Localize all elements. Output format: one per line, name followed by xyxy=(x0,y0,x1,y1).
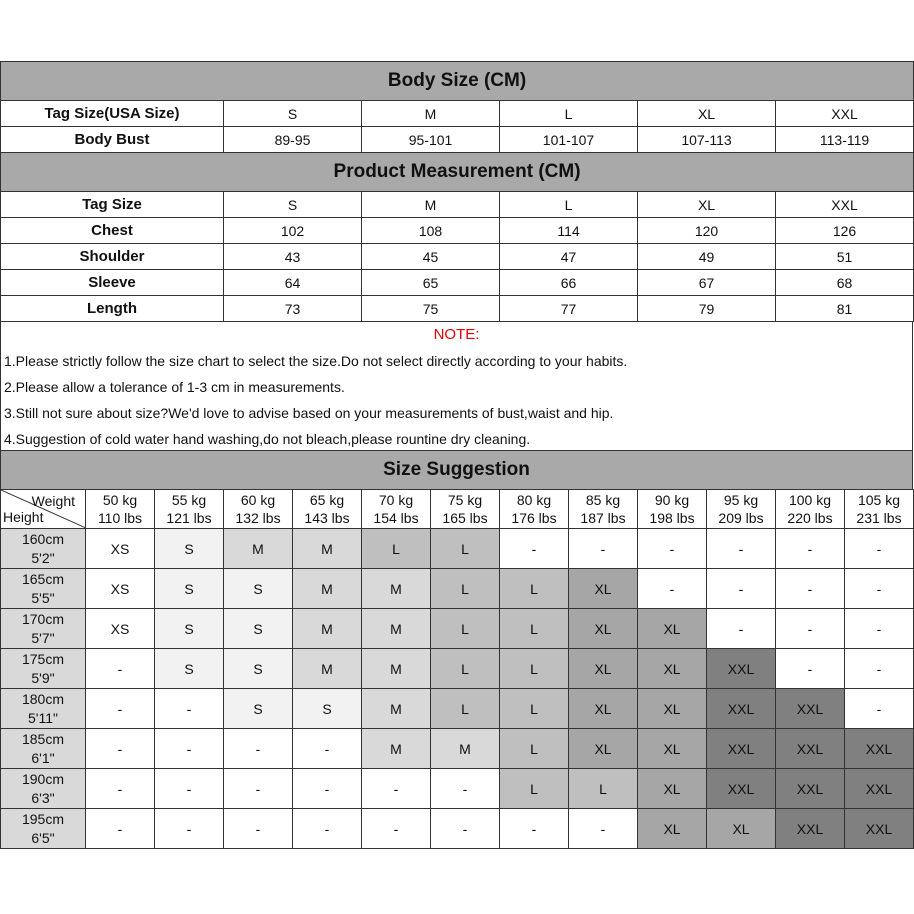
suggested-size-cell: - xyxy=(500,529,569,569)
suggested-size-cell: - xyxy=(293,769,362,809)
suggested-size-cell: - xyxy=(86,649,155,689)
notes-section xyxy=(0,322,913,451)
size-suggestion-title: Size Suggestion xyxy=(0,451,913,489)
body-size-title: Body Size (CM) xyxy=(1,62,914,101)
weight-column-header xyxy=(155,490,224,529)
weight-kg: 105 kg xyxy=(857,492,901,508)
size-chart xyxy=(0,61,913,849)
suggested-size-cell: XXL xyxy=(707,769,776,809)
shoulder-value: 43 xyxy=(224,244,362,270)
suggested-size-cell: S xyxy=(224,689,293,729)
height-row xyxy=(1,729,914,769)
suggested-size-cell: L xyxy=(569,769,638,809)
height-row xyxy=(1,609,914,649)
weight-column-header xyxy=(293,490,362,529)
weight-column-header xyxy=(362,490,431,529)
weight-lbs: 143 lbs xyxy=(304,510,350,526)
suggested-size-cell: - xyxy=(431,809,500,849)
suggested-size-cell: M xyxy=(224,529,293,569)
weight-kg: 75 kg xyxy=(447,492,483,508)
weight-column-header xyxy=(86,490,155,529)
suggested-size-cell: - xyxy=(776,569,845,609)
height-cm: 160cm xyxy=(21,530,65,547)
body-bust-value: 113-119 xyxy=(776,127,914,153)
weight-column-header xyxy=(845,490,914,529)
suggested-size-cell: XL xyxy=(638,769,707,809)
body-bust-value: 107-113 xyxy=(638,127,776,153)
weight-lbs: 132 lbs xyxy=(235,510,281,526)
length-value: 77 xyxy=(500,296,638,322)
suggested-size-cell: XXL xyxy=(707,729,776,769)
weight-column-header xyxy=(707,490,776,529)
suggested-size-cell: - xyxy=(155,769,224,809)
height-cm: 185cm xyxy=(21,730,65,747)
suggested-size-cell: - xyxy=(86,809,155,849)
product-size-tag: XXL xyxy=(776,192,914,218)
weight-column-header xyxy=(224,490,293,529)
shoulder-value: 45 xyxy=(362,244,500,270)
suggested-size-cell: XL xyxy=(569,569,638,609)
suggested-size-cell: XL xyxy=(638,809,707,849)
height-ft: 5'2" xyxy=(31,549,55,566)
suggested-size-cell: XL xyxy=(638,729,707,769)
chest-value: 126 xyxy=(776,218,914,244)
height-label xyxy=(1,529,86,569)
height-axis-label: Height xyxy=(3,509,44,525)
suggested-size-cell: - xyxy=(224,809,293,849)
weight-lbs: 198 lbs xyxy=(649,510,695,526)
height-cm: 175cm xyxy=(21,650,65,667)
sleeve-value: 68 xyxy=(776,270,914,296)
length-value: 79 xyxy=(638,296,776,322)
suggested-size-cell: - xyxy=(638,569,707,609)
length-value: 73 xyxy=(224,296,362,322)
body-size-tag: L xyxy=(500,101,638,127)
weight-column-header xyxy=(776,490,845,529)
weight-kg: 80 kg xyxy=(516,492,552,508)
body-size-tag: XXL xyxy=(776,101,914,127)
body-size-tag: S xyxy=(224,101,362,127)
height-row xyxy=(1,809,914,849)
chest-value: 102 xyxy=(224,218,362,244)
height-label xyxy=(1,569,86,609)
weight-lbs: 154 lbs xyxy=(373,510,419,526)
suggested-size-cell: L xyxy=(500,649,569,689)
suggested-size-cell: XL xyxy=(569,649,638,689)
height-label xyxy=(1,729,86,769)
suggested-size-cell: L xyxy=(431,569,500,609)
suggested-size-cell: L xyxy=(431,649,500,689)
suggested-size-cell: XS xyxy=(86,609,155,649)
suggested-size-cell: - xyxy=(707,529,776,569)
height-ft: 5'9" xyxy=(31,669,55,686)
suggested-size-cell: XXL xyxy=(845,809,914,849)
suggested-size-cell: M xyxy=(362,649,431,689)
suggested-size-cell: S xyxy=(155,609,224,649)
suggested-size-cell: M xyxy=(362,689,431,729)
height-label xyxy=(1,769,86,809)
suggested-size-cell: L xyxy=(500,689,569,729)
suggested-size-cell: M xyxy=(293,569,362,609)
suggested-size-cell: S xyxy=(155,569,224,609)
height-label xyxy=(1,689,86,729)
suggested-size-cell: - xyxy=(224,729,293,769)
suggested-size-cell: - xyxy=(776,529,845,569)
chest-value: 114 xyxy=(500,218,638,244)
suggested-size-cell: XXL xyxy=(707,649,776,689)
suggested-size-cell: L xyxy=(362,529,431,569)
weight-column-header xyxy=(500,490,569,529)
suggested-size-cell: - xyxy=(293,729,362,769)
weight-column-header xyxy=(431,490,500,529)
product-size-tag: M xyxy=(362,192,500,218)
weight-kg: 60 kg xyxy=(240,492,276,508)
height-label xyxy=(1,609,86,649)
suggested-size-cell: L xyxy=(431,689,500,729)
product-measurement-title: Product Measurement (CM) xyxy=(1,153,914,192)
weight-lbs: 187 lbs xyxy=(580,510,626,526)
suggested-size-cell: XXL xyxy=(776,809,845,849)
suggested-size-cell: XL xyxy=(569,609,638,649)
suggested-size-cell: XXL xyxy=(845,729,914,769)
suggested-size-cell: - xyxy=(293,809,362,849)
weight-column-header xyxy=(638,490,707,529)
suggested-size-cell: - xyxy=(86,769,155,809)
suggested-size-cell: L xyxy=(500,769,569,809)
weight-kg: 90 kg xyxy=(654,492,690,508)
suggested-size-cell: S xyxy=(224,609,293,649)
length-label: Length xyxy=(1,296,224,322)
chest-label: Chest xyxy=(1,218,224,244)
suggested-size-cell: L xyxy=(500,569,569,609)
note-line: 3.Still not sure about size?We'd love to advise based on your measurements of bust,waist and hip. xyxy=(4,405,614,421)
suggested-size-cell: - xyxy=(845,529,914,569)
suggested-size-cell: L xyxy=(431,529,500,569)
sleeve-value: 65 xyxy=(362,270,500,296)
shoulder-label: Shoulder xyxy=(1,244,224,270)
suggested-size-cell: XXL xyxy=(776,769,845,809)
weight-kg: 50 kg xyxy=(102,492,138,508)
suggested-size-cell: - xyxy=(845,689,914,729)
height-ft: 6'1" xyxy=(31,749,55,766)
product-size-tag: L xyxy=(500,192,638,218)
suggested-size-cell: XL xyxy=(638,649,707,689)
height-cm: 165cm xyxy=(21,570,65,587)
weight-lbs: 176 lbs xyxy=(511,510,557,526)
height-ft: 6'3" xyxy=(31,789,55,806)
height-ft: 5'5" xyxy=(31,589,55,606)
suggested-size-cell: S xyxy=(155,529,224,569)
suggested-size-cell: - xyxy=(845,649,914,689)
product-size-tag: XL xyxy=(638,192,776,218)
suggested-size-cell: - xyxy=(776,649,845,689)
height-ft: 5'7" xyxy=(31,629,55,646)
height-row xyxy=(1,769,914,809)
suggested-size-cell: - xyxy=(362,809,431,849)
suggested-size-cell: M xyxy=(293,609,362,649)
suggested-size-cell: - xyxy=(569,809,638,849)
weight-kg: 85 kg xyxy=(585,492,621,508)
tag-size-usa-label: Tag Size(USA Size) xyxy=(1,101,224,127)
suggested-size-cell: XXL xyxy=(845,769,914,809)
suggested-size-cell: - xyxy=(500,809,569,849)
suggested-size-cell: XL xyxy=(638,689,707,729)
height-cm: 190cm xyxy=(21,770,65,787)
suggested-size-cell: S xyxy=(224,649,293,689)
sleeve-value: 64 xyxy=(224,270,362,296)
suggested-size-cell: M xyxy=(362,569,431,609)
weight-lbs: 209 lbs xyxy=(718,510,764,526)
note-line: 1.Please strictly follow the size chart to select the size.Do not select directly according to your habits. xyxy=(4,353,628,369)
tag-size-label: Tag Size xyxy=(1,192,224,218)
suggested-size-cell: S xyxy=(293,689,362,729)
suggested-size-cell: - xyxy=(224,769,293,809)
weight-kg: 95 kg xyxy=(723,492,759,508)
suggested-size-cell: - xyxy=(86,689,155,729)
sleeve-value: 66 xyxy=(500,270,638,296)
shoulder-value: 51 xyxy=(776,244,914,270)
body-bust-value: 101-107 xyxy=(500,127,638,153)
suggested-size-cell: XS xyxy=(86,569,155,609)
suggested-size-cell: - xyxy=(155,689,224,729)
body-size-tag: M xyxy=(362,101,500,127)
body-size-table xyxy=(0,61,914,322)
height-cm: 170cm xyxy=(21,610,65,627)
suggested-size-cell: - xyxy=(569,529,638,569)
height-ft: 6'5" xyxy=(31,829,55,846)
height-label xyxy=(1,649,86,689)
suggested-size-cell: - xyxy=(155,729,224,769)
weight-lbs: 110 lbs xyxy=(97,510,143,526)
body-bust-value: 89-95 xyxy=(224,127,362,153)
weight-kg: 100 kg xyxy=(788,492,832,508)
product-size-tag: S xyxy=(224,192,362,218)
weight-kg: 65 kg xyxy=(309,492,345,508)
weight-lbs: 121 lbs xyxy=(166,510,212,526)
shoulder-value: 49 xyxy=(638,244,776,270)
height-row xyxy=(1,529,914,569)
suggested-size-cell: XL xyxy=(569,729,638,769)
suggested-size-cell: - xyxy=(707,569,776,609)
suggested-size-cell: XL xyxy=(569,689,638,729)
suggested-size-cell: XXL xyxy=(776,729,845,769)
suggested-size-cell: XXL xyxy=(707,689,776,729)
suggested-size-cell: M xyxy=(362,729,431,769)
suggested-size-cell: - xyxy=(845,569,914,609)
suggested-size-cell: L xyxy=(500,609,569,649)
suggested-size-cell: - xyxy=(362,769,431,809)
suggested-size-cell: - xyxy=(431,769,500,809)
suggested-size-cell: S xyxy=(224,569,293,609)
height-label xyxy=(1,809,86,849)
weight-lbs: 231 lbs xyxy=(856,510,902,526)
suggested-size-cell: M xyxy=(293,529,362,569)
shoulder-value: 47 xyxy=(500,244,638,270)
height-cm: 180cm xyxy=(21,690,65,707)
suggested-size-cell: XL xyxy=(707,809,776,849)
weight-axis-label: Weight xyxy=(31,493,75,509)
weight-kg: 55 kg xyxy=(171,492,207,508)
suggested-size-cell: - xyxy=(845,609,914,649)
suggested-size-cell: XS xyxy=(86,529,155,569)
sleeve-value: 67 xyxy=(638,270,776,296)
chest-value: 120 xyxy=(638,218,776,244)
suggested-size-cell: - xyxy=(155,809,224,849)
note-line: 2.Please allow a tolerance of 1-3 cm in measurements. xyxy=(4,379,345,395)
body-bust-value: 95-101 xyxy=(362,127,500,153)
weight-kg: 70 kg xyxy=(378,492,414,508)
note-line: 4.Suggestion of cold water hand washing,do not bleach,please rountine dry cleaning. xyxy=(4,431,531,447)
body-size-tag: XL xyxy=(638,101,776,127)
height-row xyxy=(1,689,914,729)
suggested-size-cell: M xyxy=(293,649,362,689)
suggested-size-cell: XXL xyxy=(776,689,845,729)
suggested-size-cell: - xyxy=(776,609,845,649)
suggested-size-cell: S xyxy=(155,649,224,689)
body-bust-label: Body Bust xyxy=(1,127,224,153)
suggested-size-cell: - xyxy=(707,609,776,649)
suggested-size-cell: M xyxy=(362,609,431,649)
weight-height-corner xyxy=(1,490,86,529)
height-row xyxy=(1,649,914,689)
suggested-size-cell: L xyxy=(431,609,500,649)
sleeve-label: Sleeve xyxy=(1,270,224,296)
weight-lbs: 165 lbs xyxy=(442,510,488,526)
weight-lbs: 220 lbs xyxy=(787,510,833,526)
suggested-size-cell: - xyxy=(86,729,155,769)
suggested-size-cell: XL xyxy=(638,609,707,649)
chest-value: 108 xyxy=(362,218,500,244)
height-row xyxy=(1,569,914,609)
suggested-size-cell: L xyxy=(500,729,569,769)
note-title: NOTE: xyxy=(433,326,480,343)
size-suggestion-table xyxy=(0,489,914,849)
height-cm: 195cm xyxy=(21,810,65,827)
length-value: 75 xyxy=(362,296,500,322)
weight-column-header xyxy=(569,490,638,529)
height-ft: 5'11" xyxy=(28,709,58,726)
suggested-size-cell: - xyxy=(638,529,707,569)
length-value: 81 xyxy=(776,296,914,322)
suggested-size-cell: M xyxy=(431,729,500,769)
